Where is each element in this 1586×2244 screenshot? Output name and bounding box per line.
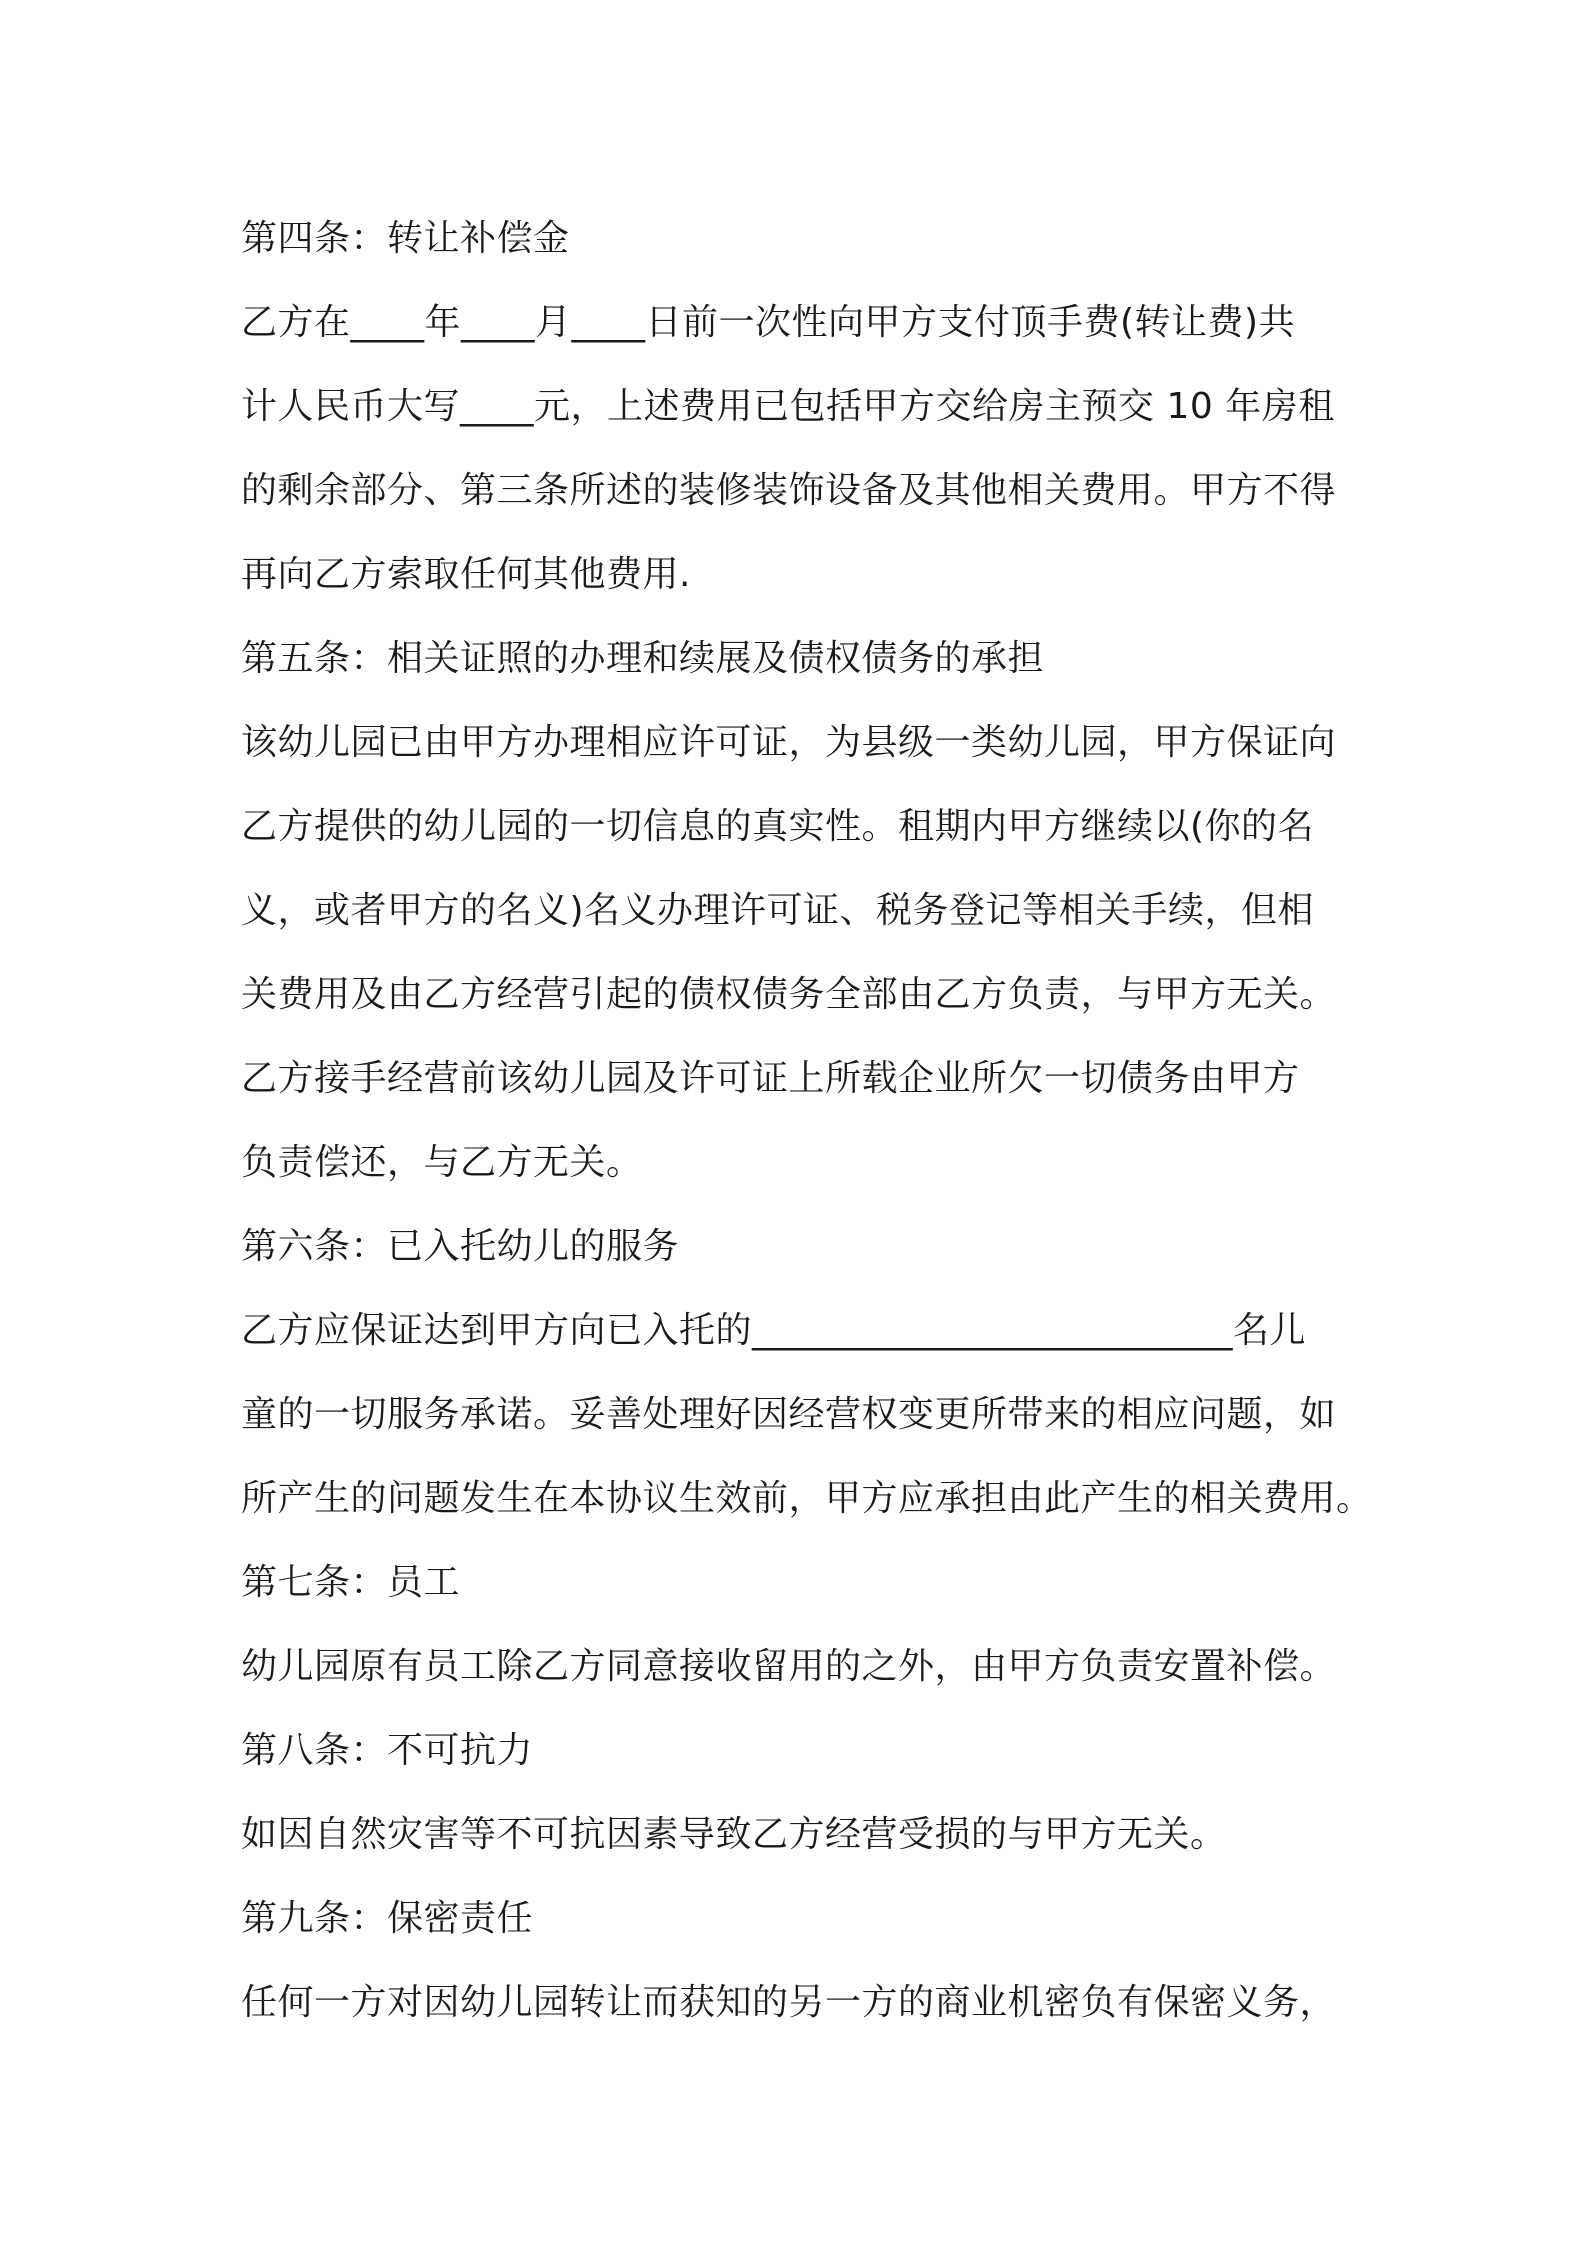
- article-4-text-line-2: 计人民币大写____元，上述费用已包括甲方交给房主预交 10 年房租: [241, 386, 1335, 427]
- article-4-text-line-3: 的剩余部分、第三条所述的装修装饰设备及其他相关费用。甲方不得: [241, 470, 1337, 511]
- article-5-text-line-4: 关费用及由乙方经营引起的债权债务全部由乙方负责，与甲方无关。: [241, 974, 1337, 1015]
- article-4-heading: 第四条：转让补偿金: [241, 218, 570, 259]
- article-8-heading: 第八条：不可抗力: [241, 1730, 534, 1771]
- article-5-text-line-6: 负责偿还，与乙方无关。: [241, 1142, 643, 1183]
- article-6-text-line-1: 乙方应保证达到甲方向已入托的__________________________名儿: [241, 1310, 1307, 1351]
- article-5-text-line-3: 义，或者甲方的名义)名义办理许可证、税务登记等相关手续，但相: [241, 890, 1315, 931]
- article-9-heading: 第九条：保密责任: [241, 1898, 534, 1939]
- article-5-text-line-1: 该幼儿园已由甲方办理相应许可证，为县级一类幼儿园，甲方保证向: [241, 722, 1337, 763]
- article-5-text-line-2: 乙方提供的幼儿园的一切信息的真实性。租期内甲方继续以(你的名: [241, 806, 1315, 847]
- article-9-text-line-1: 任何一方对因幼儿园转让而获知的另一方的商业机密负有保密义务，: [241, 1982, 1337, 2023]
- article-7-heading: 第七条：员工: [241, 1562, 461, 1603]
- article-5-heading: 第五条：相关证照的办理和续展及债权债务的承担: [241, 638, 1045, 679]
- document-body: [241, 197, 1371, 2045]
- article-6-text-line-2: 童的一切服务承诺。妥善处理好因经营权变更所带来的相应问题，如: [241, 1394, 1337, 1435]
- article-6-text-line-3: 所产生的问题发生在本协议生效前，甲方应承担由此产生的相关费用。: [241, 1478, 1373, 1519]
- article-8-text-line-1: 如因自然灾害等不可抗因素导致乙方经营受损的与甲方无关。: [241, 1814, 1227, 1855]
- article-7-text-line-1: 幼儿园原有员工除乙方同意接收留用的之外，由甲方负责安置补偿。: [241, 1646, 1337, 1687]
- article-4-text-line-1: 乙方在____年____月____日前一次性向甲方支付顶手费(转让费)共: [241, 302, 1296, 343]
- article-5-text-line-5: 乙方接手经营前该幼儿园及许可证上所载企业所欠一切债务由甲方: [241, 1058, 1300, 1099]
- article-6-heading: 第六条：已入托幼儿的服务: [241, 1226, 680, 1267]
- article-4-text-line-4: 再向乙方索取任何其他费用.: [241, 554, 691, 595]
